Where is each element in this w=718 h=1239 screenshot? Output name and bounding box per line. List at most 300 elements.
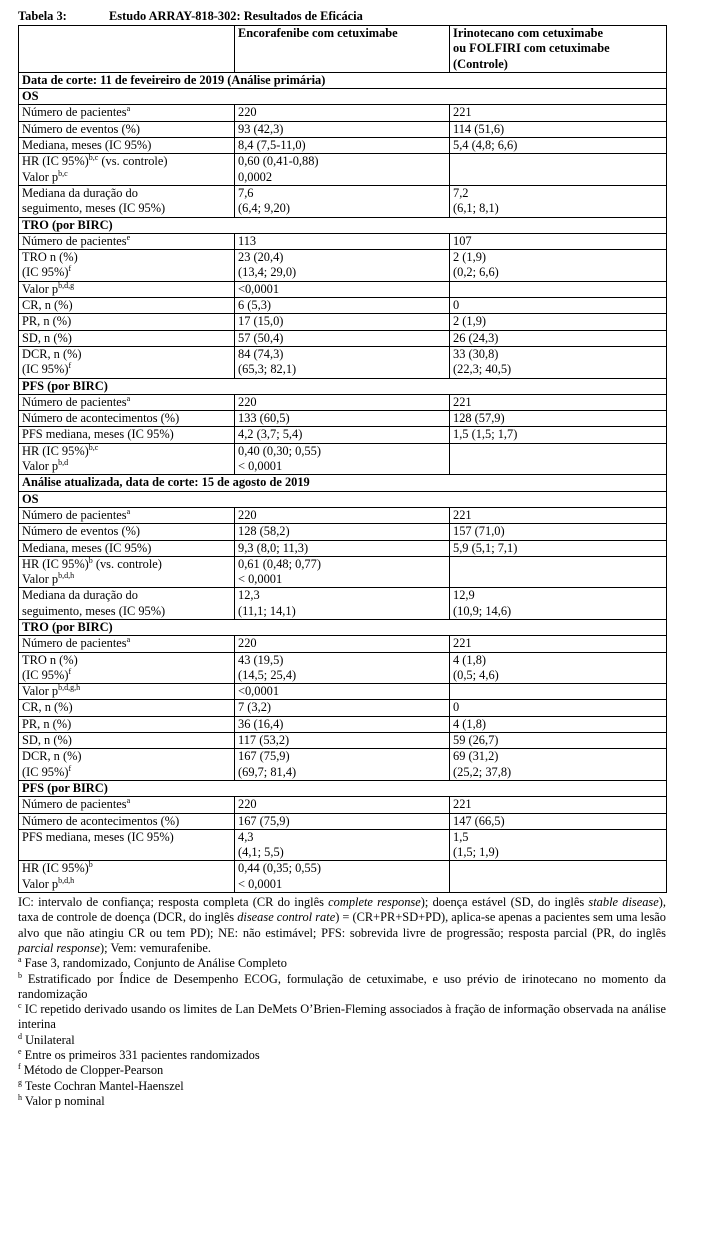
control-value-cell <box>450 314 667 330</box>
row-label-text: TRO n (%) <box>22 652 78 667</box>
footnote-text: Fase 3, randomizado, Conjunto de Análise Completo <box>21 956 287 971</box>
section-heading: OS <box>19 491 667 507</box>
encorafenib-value: 8,4 (7,5-11,0) <box>238 138 306 153</box>
section-heading: TRO (por BIRC) <box>19 619 667 635</box>
control-value-cell <box>450 684 667 700</box>
section-row <box>19 378 667 394</box>
row-label-text: SD, n (%) <box>22 733 72 748</box>
encorafenib-value: 117 (53,2) <box>238 733 290 748</box>
footnote-ref: b,d,h <box>58 875 75 885</box>
control-value-cell <box>450 556 667 588</box>
encorafenib-value: 167 (75,9) <box>238 749 290 764</box>
footnote-text: Teste Cochran Mantel-Haenszel <box>22 1078 184 1093</box>
control-value-cell <box>450 233 667 249</box>
table-row <box>19 540 667 556</box>
encorafenib-value-cell <box>235 652 450 684</box>
table-row <box>19 394 667 410</box>
row-label-line <box>22 700 232 715</box>
control-value: 33 (30,8) <box>453 346 499 361</box>
row-label-cell <box>19 105 235 121</box>
table-row <box>19 636 667 652</box>
row-label-cell <box>19 427 235 443</box>
row-label-cell <box>19 154 235 186</box>
encorafenib-value: < 0,0001 <box>238 572 283 587</box>
header-control-line: ou FOLFIRI com cetuximabe <box>453 41 610 56</box>
encorafenib-value-cell <box>235 749 450 781</box>
row-label-line <box>22 250 232 265</box>
row-label-line <box>22 830 232 845</box>
row-label-text: (IC 95%) <box>22 667 69 682</box>
encorafenib-value-cell <box>235 716 450 732</box>
control-value-cell <box>450 121 667 137</box>
row-label-text: DCR, n (%) <box>22 749 82 764</box>
row-label-line <box>22 347 232 362</box>
encorafenib-value-cell <box>235 105 450 121</box>
footnote-mark: g <box>18 1077 22 1087</box>
encorafenib-value: 0,44 (0,35; 0,55) <box>238 861 321 876</box>
row-label-cell <box>19 829 235 861</box>
control-value: 1,5 <box>453 829 469 844</box>
abbreviation-term: complete response <box>328 895 421 910</box>
row-label-cell <box>19 556 235 588</box>
encorafenib-value: 220 <box>238 507 257 522</box>
row-label-cell <box>19 411 235 427</box>
row-label-text: Valor p <box>22 684 59 699</box>
table-footnotes <box>18 895 666 1109</box>
table-row <box>19 556 667 588</box>
control-value: 59 (26,7) <box>453 733 499 748</box>
table-row <box>19 443 667 475</box>
table-row <box>19 185 667 217</box>
table-row <box>19 861 667 893</box>
encorafenib-value-cell <box>235 394 450 410</box>
row-label-line <box>22 877 232 892</box>
table-header-row <box>19 26 667 73</box>
control-value: 221 <box>453 797 472 812</box>
footnote-text: Entre os primeiros 331 pacientes randomizados <box>21 1048 260 1062</box>
control-value-cell <box>450 524 667 540</box>
row-label-text: CR, n (%) <box>22 298 73 313</box>
row-label-line <box>22 797 232 812</box>
row-label-line <box>22 717 232 732</box>
encorafenib-value: 128 (58,2) <box>238 524 290 539</box>
row-label-cell <box>19 813 235 829</box>
row-label-line <box>22 588 232 603</box>
row-label-text: Valor p <box>22 169 59 184</box>
row-label-text: Número de pacientes <box>22 797 127 812</box>
control-value: 26 (24,3) <box>453 330 499 345</box>
control-value: (0,2; 6,6) <box>453 265 499 280</box>
control-value: (1,5; 1,9) <box>453 845 499 860</box>
control-value-cell <box>450 281 667 297</box>
footnote-mark: h <box>18 1092 22 1102</box>
section-row <box>19 780 667 796</box>
row-label-text: (IC 95%) <box>22 764 69 779</box>
control-value-cell <box>450 716 667 732</box>
footnote-ref: b,d,h <box>58 570 75 580</box>
encorafenib-value: 36 (16,4) <box>238 716 284 731</box>
control-value: 12,9 <box>453 588 475 603</box>
row-label-line <box>22 186 232 201</box>
section-row <box>19 619 667 635</box>
header-cell-label <box>19 26 235 73</box>
table-row <box>19 250 667 282</box>
row-label-text: (IC 95%) <box>22 362 69 377</box>
section-heading: OS <box>19 89 667 105</box>
encorafenib-value: 12,3 <box>238 588 260 603</box>
encorafenib-value-cell <box>235 185 450 217</box>
table-row <box>19 524 667 540</box>
control-value-cell <box>450 154 667 186</box>
row-label-text: HR (IC 95%) <box>22 861 89 876</box>
row-label-text: HR (IC 95%) <box>22 556 89 571</box>
control-value: (0,5; 4,6) <box>453 667 499 682</box>
row-label-cell <box>19 733 235 749</box>
row-label-line <box>22 508 232 523</box>
section-heading: TRO (por BIRC) <box>19 217 667 233</box>
row-label-line <box>22 170 232 185</box>
encorafenib-value-cell <box>235 281 450 297</box>
row-label-text: Número de acontecimentos (%) <box>22 411 180 426</box>
control-value-cell <box>450 185 667 217</box>
row-label-cell <box>19 684 235 700</box>
row-label-line <box>22 684 232 699</box>
encorafenib-value: < 0,0001 <box>238 459 283 474</box>
footnote-ref: b <box>88 860 93 870</box>
row-label-cell <box>19 185 235 217</box>
row-label-text: Número de pacientes <box>22 507 127 522</box>
row-label-cell <box>19 588 235 620</box>
footnote-ref: e <box>126 232 131 242</box>
encorafenib-value: 0,40 (0,30; 0,55) <box>238 443 321 458</box>
table-row <box>19 749 667 781</box>
control-value: (22,3; 40,5) <box>453 362 512 377</box>
row-label-line <box>22 749 232 764</box>
row-label-text: PR, n (%) <box>22 314 72 329</box>
encorafenib-value: 0,60 (0,41-0,88) <box>238 154 319 169</box>
section-heading: PFS (por BIRC) <box>19 780 667 796</box>
control-value-cell <box>450 797 667 813</box>
row-label-text: Número de pacientes <box>22 233 127 248</box>
footnote-ref: b,d <box>58 457 69 467</box>
footnote <box>18 1002 666 1033</box>
row-label-cell <box>19 652 235 684</box>
table-row <box>19 233 667 249</box>
table-row <box>19 588 667 620</box>
row-label-line <box>22 604 232 619</box>
control-value-cell <box>450 636 667 652</box>
row-label-cell <box>19 346 235 378</box>
encorafenib-value: (13,4; 29,0) <box>238 265 297 280</box>
row-label-text: Mediana da duração do <box>22 185 138 200</box>
table-row <box>19 829 667 861</box>
table-row <box>19 684 667 700</box>
encorafenib-value-cell <box>235 861 450 893</box>
header-cell-control <box>450 26 667 73</box>
encorafenib-value-cell <box>235 233 450 249</box>
control-value: (10,9; 14,6) <box>453 603 512 618</box>
control-value-cell <box>450 346 667 378</box>
footnote-ref: b,c <box>58 168 68 178</box>
footnote-ref: b,c <box>88 442 99 452</box>
table-row <box>19 121 667 137</box>
encorafenib-value-cell <box>235 700 450 716</box>
control-value: 5,9 (5,1; 7,1) <box>453 540 518 555</box>
footnote <box>18 1033 666 1048</box>
encorafenib-value: 4,3 <box>238 829 254 844</box>
control-value: 1,5 (1,5; 1,7) <box>453 427 518 442</box>
footnote <box>18 1063 666 1078</box>
control-value-cell <box>450 443 667 475</box>
encorafenib-value: 0,0002 <box>238 169 273 184</box>
control-value: 221 <box>453 507 472 522</box>
footnote <box>18 972 666 1003</box>
header-control-line: Irinotecano com cetuximabe <box>453 26 604 40</box>
row-label-cell <box>19 314 235 330</box>
control-value-cell <box>450 330 667 346</box>
footnote-ref: a <box>126 393 131 403</box>
row-label-cell <box>19 636 235 652</box>
encorafenib-value: 113 <box>238 233 257 248</box>
encorafenib-value-cell <box>235 314 450 330</box>
encorafenib-value-cell <box>235 411 450 427</box>
control-value-cell <box>450 749 667 781</box>
control-value-cell <box>450 700 667 716</box>
encorafenib-value-cell <box>235 121 450 137</box>
row-label-text: PFS mediana, meses (IC 95%) <box>22 829 174 844</box>
section-row <box>19 72 667 88</box>
row-label-line <box>22 444 232 459</box>
footnote-ref: b,d,g <box>58 280 75 290</box>
control-value-cell <box>450 507 667 523</box>
table-row <box>19 797 667 813</box>
table-row <box>19 138 667 154</box>
row-label-text: Valor p <box>22 876 59 891</box>
encorafenib-value-cell <box>235 813 450 829</box>
encorafenib-value-cell <box>235 154 450 186</box>
encorafenib-value-cell <box>235 829 450 861</box>
abbreviation-text: ); Vem: vemurafenibe. <box>100 940 211 955</box>
section-row <box>19 475 667 491</box>
encorafenib-value-cell <box>235 524 450 540</box>
table-row <box>19 330 667 346</box>
footnote-text: Unilateral <box>22 1032 75 1047</box>
encorafenib-value: 220 <box>238 105 257 120</box>
abbreviations-note <box>18 895 666 956</box>
footnote-ref: a <box>126 796 131 806</box>
row-label-suffix: (vs. controle) <box>92 556 162 571</box>
table-row <box>19 281 667 297</box>
footnote-mark: a <box>18 955 22 965</box>
encorafenib-value: <0,0001 <box>238 281 280 296</box>
abbreviation-text: ); doença estável (SD, do inglês <box>420 895 589 910</box>
encorafenib-value-cell <box>235 138 450 154</box>
row-label-cell <box>19 121 235 137</box>
row-label-text: CR, n (%) <box>22 700 73 715</box>
table-row <box>19 733 667 749</box>
row-label-text: seguimento, meses (IC 95%) <box>22 201 166 216</box>
control-value-cell <box>450 394 667 410</box>
header-cell-encorafenib: Encorafenibe com cetuximabe <box>235 26 450 73</box>
footnote-ref: a <box>126 506 131 516</box>
control-value-cell <box>450 411 667 427</box>
document <box>18 9 667 1109</box>
table-row <box>19 105 667 121</box>
encorafenib-value: 93 (42,3) <box>238 121 284 136</box>
table-row <box>19 314 667 330</box>
table-row <box>19 427 667 443</box>
row-label-line <box>22 154 232 169</box>
control-value-cell <box>450 813 667 829</box>
encorafenib-value-cell <box>235 427 450 443</box>
row-label-line <box>22 668 232 683</box>
row-label-text: Valor p <box>22 572 59 587</box>
row-label-text: Número de acontecimentos (%) <box>22 813 180 828</box>
control-value: (25,2; 37,8) <box>453 764 512 779</box>
table-row <box>19 716 667 732</box>
control-value: 2 (1,9) <box>453 314 487 329</box>
row-label-line <box>22 814 232 829</box>
control-value: 221 <box>453 105 472 120</box>
row-label-line <box>22 765 232 780</box>
encorafenib-value: 43 (19,5) <box>238 652 284 667</box>
encorafenib-value: 220 <box>238 797 257 812</box>
row-label-line <box>22 201 232 216</box>
table-row <box>19 652 667 684</box>
footnote-mark: f <box>18 1062 21 1072</box>
row-label-text: Valor p <box>22 281 59 296</box>
footnote <box>18 1094 666 1109</box>
control-value: 221 <box>453 636 472 651</box>
control-value: 5,4 (4,8; 6,6) <box>453 138 518 153</box>
row-label-line <box>22 282 232 297</box>
control-value: 2 (1,9) <box>453 250 487 265</box>
row-label-cell <box>19 524 235 540</box>
encorafenib-value: (6,4; 9,20) <box>238 201 290 216</box>
row-label-line <box>22 572 232 587</box>
efficacy-results-table <box>18 25 667 893</box>
table-row <box>19 154 667 186</box>
encorafenib-value: < 0,0001 <box>238 876 283 891</box>
encorafenib-value-cell <box>235 507 450 523</box>
control-value: 0 <box>453 700 460 715</box>
footnote-text: Valor p nominal <box>22 1093 105 1108</box>
footnote <box>18 1079 666 1094</box>
control-value: 107 <box>453 233 472 248</box>
encorafenib-value: 220 <box>238 636 257 651</box>
abbreviation-text: ) = (CR+PR+SD+PD), aplica-se apenas a pacientes sem uma lesão alvo que não atingiu CR ou tem PD); NE: não estimável; PFS: sobrevida livre de progressão; resposta parcial (PR, do inglês <box>18 910 666 940</box>
encorafenib-value: 167 (75,9) <box>238 813 290 828</box>
row-label-line <box>22 733 232 748</box>
row-label-cell <box>19 330 235 346</box>
row-label-line <box>22 653 232 668</box>
encorafenib-value-cell <box>235 250 450 282</box>
section-heading: Data de corte: 11 de feveireiro de 2019 (Análise primária) <box>19 72 667 88</box>
encorafenib-value: 7,6 <box>238 185 254 200</box>
row-label-text: Valor p <box>22 459 59 474</box>
encorafenib-value: 17 (15,0) <box>238 314 284 329</box>
footnote-text: Estratificado por Índice de Desempenho ECOG, formulação de cetuximabe, e uso prévio de irinotecano no momento da randomização <box>18 971 666 1001</box>
encorafenib-value-cell <box>235 346 450 378</box>
control-value-cell <box>450 733 667 749</box>
row-label-cell <box>19 281 235 297</box>
row-label-cell <box>19 507 235 523</box>
row-label-cell <box>19 797 235 813</box>
encorafenib-value: (69,7; 81,4) <box>238 764 297 779</box>
footnote-ref: f <box>68 666 72 676</box>
row-label-cell <box>19 233 235 249</box>
section-heading: PFS (por BIRC) <box>19 378 667 394</box>
header-control-line: (Controle) <box>453 56 508 71</box>
row-label-line <box>22 314 232 329</box>
table-title: Estudo ARRAY-818-302: Resultados de Eficácia <box>109 9 363 23</box>
row-label-line <box>22 122 232 137</box>
control-value: 157 (71,0) <box>453 524 505 539</box>
footnote-mark: c <box>18 1000 22 1010</box>
row-label-line <box>22 234 232 249</box>
footnote-ref: a <box>126 635 131 645</box>
encorafenib-value: 7 (3,2) <box>238 700 272 715</box>
footnote <box>18 1048 666 1063</box>
table-row <box>19 813 667 829</box>
abbreviation-term: stable disease <box>588 895 659 910</box>
row-label-line <box>22 298 232 313</box>
row-label-cell <box>19 298 235 314</box>
table-row <box>19 298 667 314</box>
row-label-text: HR (IC 95%) <box>22 443 89 458</box>
encorafenib-value: 4,2 (3,7; 5,4) <box>238 427 303 442</box>
row-label-text: Número de eventos (%) <box>22 524 141 539</box>
control-value: 221 <box>453 394 472 409</box>
row-label-line <box>22 557 232 572</box>
row-label-text: Número de pacientes <box>22 394 127 409</box>
row-label-line <box>22 395 232 410</box>
row-label-text: PFS mediana, meses (IC 95%) <box>22 427 174 442</box>
row-label-text: Mediana, meses (IC 95%) <box>22 138 152 153</box>
control-value: (6,1; 8,1) <box>453 201 499 216</box>
control-value: 114 (51,6) <box>453 121 505 136</box>
row-label-line <box>22 362 232 377</box>
footnote-text: Método de Clopper-Pearson <box>20 1063 164 1078</box>
control-value-cell <box>450 588 667 620</box>
row-label-suffix: (vs. controle) <box>98 154 168 169</box>
control-value-cell <box>450 540 667 556</box>
encorafenib-value-cell <box>235 588 450 620</box>
abbreviation-text: IC: intervalo de confiança; resposta completa (CR do inglês <box>18 895 329 910</box>
footnote-ref: b,c <box>88 153 99 163</box>
row-label-line <box>22 427 232 442</box>
row-label-cell <box>19 138 235 154</box>
row-label-cell <box>19 700 235 716</box>
footnote-ref: b <box>88 555 93 565</box>
table-row <box>19 411 667 427</box>
encorafenib-value: (65,3; 82,1) <box>238 362 297 377</box>
control-value-cell <box>450 105 667 121</box>
encorafenib-value: 0,61 (0,48; 0,77) <box>238 556 321 571</box>
footnote-list <box>18 956 666 1109</box>
footnote-text: IC repetido derivado usando os limites de Lan DeMets O’Brien-Fleming associados à fração de informação observada na análise interina <box>18 1002 666 1032</box>
row-label-text: (IC 95%) <box>22 265 69 280</box>
row-label-line <box>22 636 232 651</box>
row-label-cell <box>19 716 235 732</box>
table-row <box>19 507 667 523</box>
encorafenib-value-cell <box>235 298 450 314</box>
row-label-cell <box>19 443 235 475</box>
footnote-mark: b <box>18 970 22 980</box>
row-label-line <box>22 861 232 876</box>
control-value-cell <box>450 427 667 443</box>
encorafenib-value-cell <box>235 684 450 700</box>
